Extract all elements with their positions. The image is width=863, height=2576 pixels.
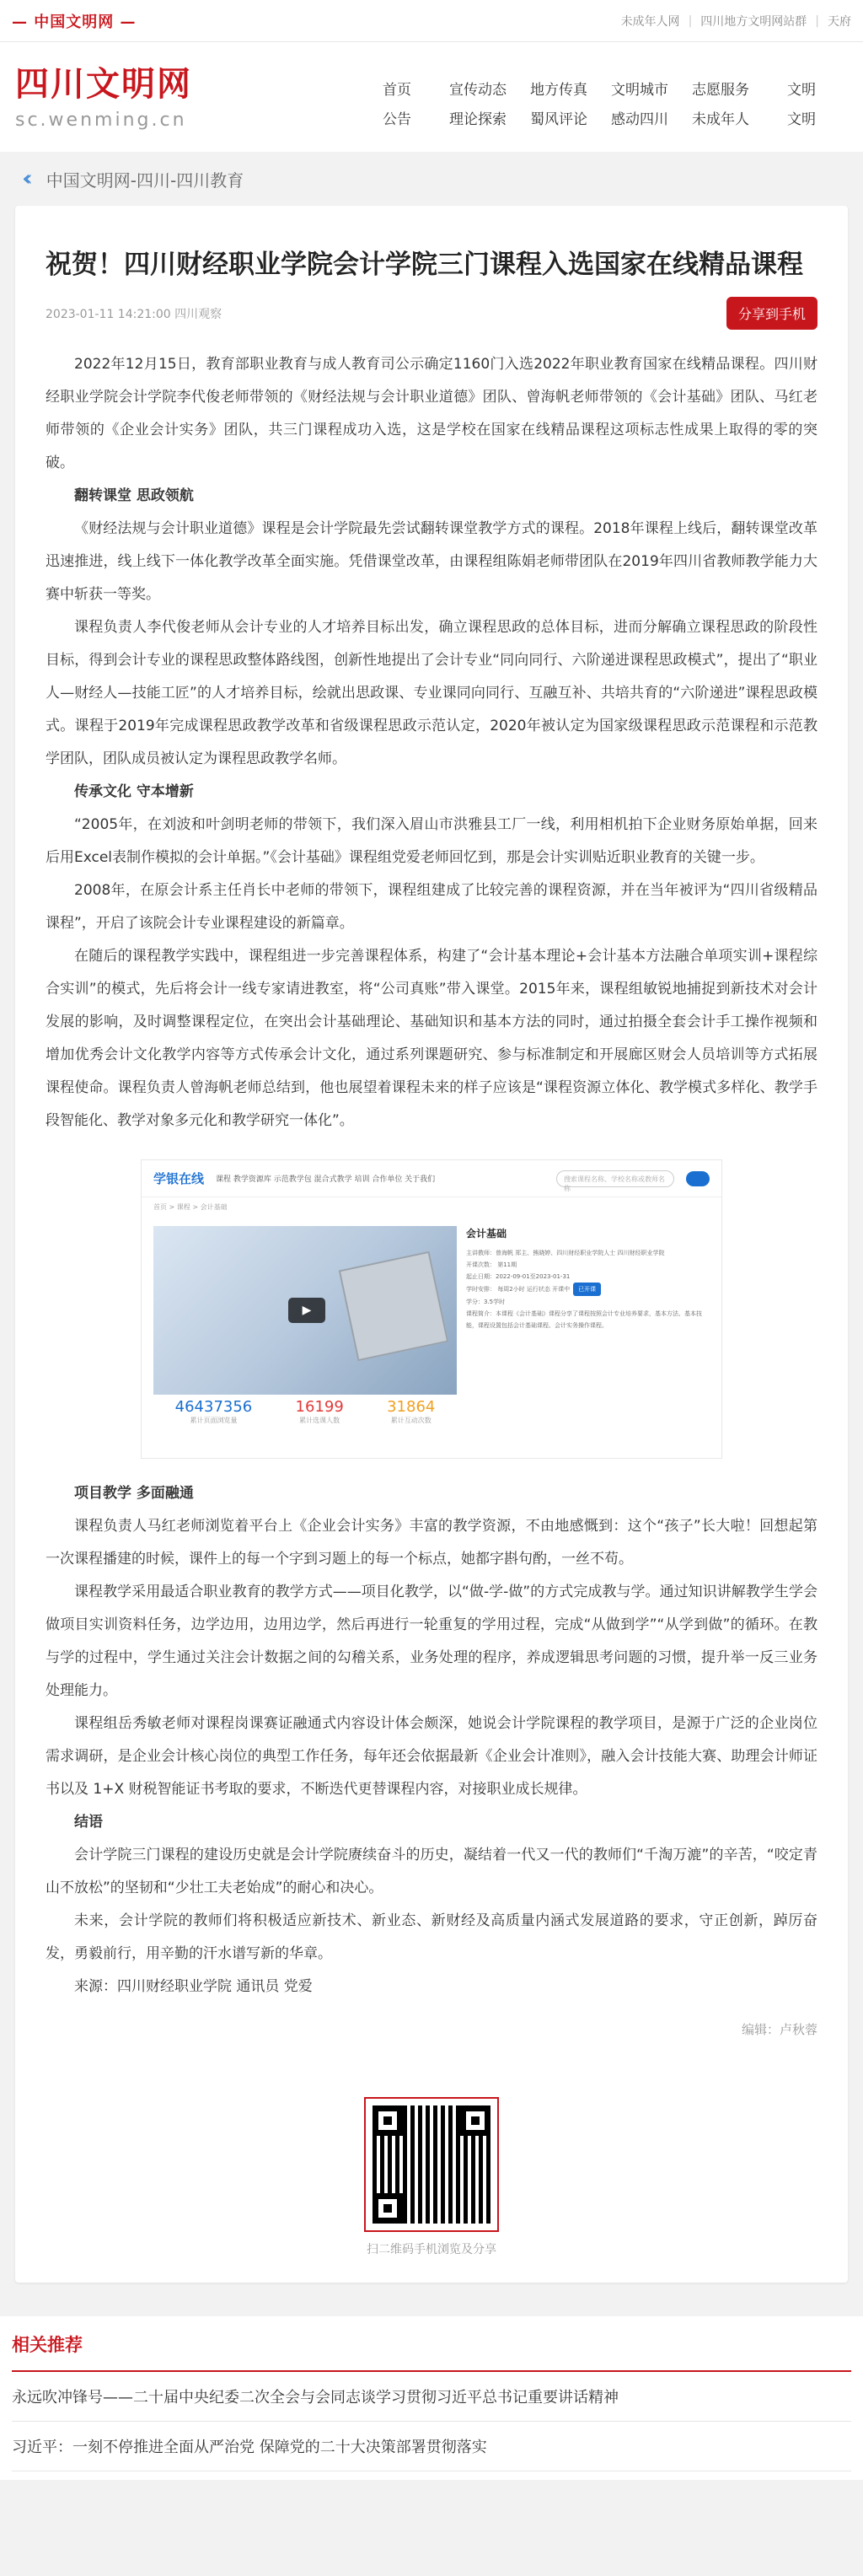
qr-code bbox=[364, 2097, 499, 2232]
nav-civilization-2[interactable]: 文明 bbox=[787, 111, 816, 128]
paragraph: 2008年，在原会计系主任肖长中老师的带领下，课程组建成了比较完善的课程资源，并在当年被评为“四川省级精品课程”，开启了该院会计专业课程建设的新篇章。 bbox=[46, 882, 817, 932]
qr-section bbox=[347, 2097, 516, 2257]
nav-civilized-city[interactable]: 文明城市 bbox=[611, 82, 668, 99]
figure-course-title: 会计基础 bbox=[466, 1228, 507, 1240]
paragraph: 来源：四川财经职业学院 通讯员 党爱 bbox=[74, 1978, 313, 1995]
breadcrumb-text[interactable]: 中国文明网-四川-四川教育 bbox=[46, 169, 244, 191]
stat-number: 46437356 bbox=[174, 1398, 253, 1416]
stat-label: 累计页面浏览量 bbox=[190, 1417, 238, 1424]
play-icon: ▶ bbox=[288, 1298, 325, 1323]
figure-breadcrumb: 首页 > 课程 > 会计基础 bbox=[153, 1203, 228, 1211]
qr-pattern bbox=[373, 2105, 490, 2224]
qr-finder bbox=[460, 2105, 490, 2136]
related-item[interactable]: 习近平：一刻不停推进全面从严治党 保障党的二十大决策部署贯彻落实 bbox=[12, 2422, 851, 2471]
stat-views bbox=[175, 1398, 253, 1425]
section-heading: 翻转课堂 思政领航 bbox=[74, 487, 194, 504]
calculator-icon bbox=[339, 1251, 448, 1361]
paragraph: 2022年12月15日，教育部职业教育与成人教育司公示确定1160门入选2022年职业教育国家在线精品课程。四川财经职业学院会计学院李代俊老师带领的《财经法规与会计职业道德》团队、曾海帆老师带领的《会计基础》团队、马红老师带领的《企业会计实务》团队，共三门课程成功入选，这是学校在国家在线精品课程这项标志性成果上取得的零的突破。 bbox=[46, 356, 817, 471]
editor-credit: 编辑：卢秋蓉 bbox=[741, 2022, 817, 2037]
article-body bbox=[46, 348, 817, 1137]
top-link-local-sites[interactable]: 四川地方文明网站群 bbox=[700, 14, 807, 29]
qr-caption: 扫二维码手机浏览及分享 bbox=[367, 2243, 496, 2256]
article bbox=[15, 206, 848, 2283]
separator: | bbox=[688, 13, 693, 28]
article-meta: 2023-01-11 14:21:00 四川观察 bbox=[46, 307, 222, 321]
double-chevron-left-icon: ‹‹ bbox=[22, 166, 26, 191]
figure-search: 搜索课程名称、学校名称或教师名称 bbox=[556, 1170, 674, 1187]
nav-theory[interactable]: 理论探索 bbox=[449, 111, 507, 128]
figure-line: 起止日期：2022-09-01至2023-01-31 bbox=[466, 1273, 571, 1280]
nav-announcement[interactable]: 公告 bbox=[383, 111, 411, 128]
nav-home[interactable]: 首页 bbox=[383, 82, 411, 99]
related-item[interactable]: 永远吹冲锋号——二十届中央纪委二次全会与会同志谈学习贯彻习近平总书记重要讲话精神 bbox=[12, 2372, 851, 2422]
nav-volunteer[interactable]: 志愿服务 bbox=[692, 82, 749, 99]
figure-nav: 课程 教学资源库 示范教学包 混合式教学 培训 合作单位 关于我们 bbox=[216, 1175, 436, 1184]
qr-finder bbox=[373, 2193, 403, 2224]
nav-commentary[interactable]: 蜀风评论 bbox=[530, 111, 587, 128]
top-bar bbox=[0, 0, 863, 42]
figure-line: 课程简介：本课程《会计基础》课程分享了课程按照会计专业培养要求，基本方法、基本技能，课程设置包括会计基础课程、会计实务操作课程。 bbox=[466, 1310, 702, 1329]
stat-number: 16199 bbox=[295, 1398, 344, 1416]
course-screenshot bbox=[141, 1159, 722, 1459]
logo-text-en: sc.wenming.cn bbox=[15, 110, 187, 131]
figure-line bbox=[466, 1283, 710, 1296]
breadcrumb bbox=[0, 152, 863, 206]
top-links bbox=[621, 13, 851, 30]
figure-line: 主讲教师：曾海帆 郑主、熊晓婷、四川财经职业学院人士 四川财经职业学院 bbox=[466, 1250, 665, 1256]
figure-line: 开课次数： 第11期 bbox=[466, 1261, 517, 1268]
article-body-continued bbox=[46, 1477, 817, 2003]
stat-label: 累计互动次数 bbox=[390, 1417, 432, 1424]
nav-touching-sichuan[interactable]: 感动四川 bbox=[611, 111, 668, 128]
qr-finder bbox=[373, 2105, 403, 2136]
nav-minors[interactable]: 未成年人 bbox=[692, 111, 749, 128]
article-meta-row bbox=[46, 297, 817, 330]
paragraph: 会计学院三门课程的建设历史就是会计学院赓续奋斗的历史，凝结着一代又一代的教师们“千淘万漉”的辛苦，“咬定青山不放松”的坚韧和“少壮工夫老始成”的耐心和决心。 bbox=[46, 1847, 817, 1896]
nav-civilization-1[interactable]: 文明 bbox=[787, 82, 816, 99]
figure-status-tag: 已开课 bbox=[573, 1283, 601, 1296]
stat-enrolled bbox=[296, 1398, 344, 1425]
paragraph: 《财经法规与会计职业道德》课程是会计学院最先尝试翻转课堂教学方式的课程。2018年课程上线后，翻转课堂改革迅速推进，线上线下一体化教学改革全面实施。凭借课堂改革，由课程组陈娟老师带团队在2019年四川省教师教学能力大赛中斩获一等奖。 bbox=[46, 520, 817, 603]
section-heading: 传承文化 守本增新 bbox=[74, 783, 194, 800]
figure-search-icon bbox=[686, 1171, 710, 1186]
paragraph: 课程组岳秀敏老师对课程岗课赛证融通式内容设计体会颇深，她说会计学院课程的教学项目，是源于广泛的企业岗位需求调研，是企业会计核心岗位的典型工作任务，每年还会依据最新《企业会计准则》，融入会计技能大赛、助理会计师证书以及 1+X 财税智能证书考取的要求，不断迭代更替课程内容，对接职业成长规律。 bbox=[46, 1715, 817, 1798]
logo[interactable] bbox=[15, 64, 192, 133]
paragraph: 未来，会计学院的教师们将积极适应新技术、新业态、新财经及高质量内涵式发展道路的要求，守正创新，踔厉奋发，勇毅前行，用辛勤的汗水谱写新的华章。 bbox=[46, 1912, 817, 1962]
figure-brand: 学银在线 bbox=[153, 1171, 205, 1186]
paragraph: 课程负责人李代俊老师从会计专业的人才培养目标出发，确立课程思政的总体目标，进而分解确立课程思政的阶段性目标，得到会计专业的课程思政整体路线图，创新性地提出了会计专业“同向同行、六阶递进课程思政模式”，提出了“职业人—财经人—技能工匠”的人才培养目标，绘就出思政课、专业课同向同行、互融互补、共培共育的“六阶递进”课程思政模式。课程于2019年完成课程思政教学改革和省级课程思政示范认定，2020年被认定为国家级课程思政示范课程和示范教学团队，团队成员被认定为课程思政教学名师。 bbox=[46, 619, 817, 767]
share-to-phone-button[interactable]: 分享到手机 bbox=[726, 297, 817, 330]
figure-line: 学分：3.5学时 bbox=[466, 1299, 506, 1305]
article-title: 祝贺！四川财经职业学院会计学院三门课程入选国家在线精品课程 bbox=[46, 250, 803, 280]
stat-number: 31864 bbox=[387, 1398, 436, 1416]
logo-text-cn: 四川文明网 bbox=[15, 65, 192, 104]
figure-course-panel bbox=[466, 1226, 710, 1445]
figure-line-text: 学时安排： 每周2小时 运行状态 开课中 bbox=[466, 1286, 571, 1293]
paragraph: “2005年，在刘波和叶剑明老师的带领下，我们深入眉山市洪雅县工厂一线，利用相机拍下企业财务原始单据，回来后用Excel表制作模拟的会计单据。”《会计基础》课程组党爱老师回忆到，那是会计实训贴近职业教育的关键一步。 bbox=[46, 816, 817, 866]
paragraph: 课程负责人马红老师浏览着平台上《企业会计实务》丰富的教学资源，不由地感慨到：这个“孩子”长大啦！回想起第一次课程播建的时候，课件上的每一个字到习题上的每一个标点，她都字斟句酌，一丝不苟。 bbox=[46, 1518, 817, 1568]
related-section bbox=[0, 2316, 863, 2480]
stat-interactions bbox=[387, 1398, 435, 1425]
section-heading: 结语 bbox=[74, 1814, 103, 1831]
top-link-minors[interactable]: 未成年人网 bbox=[620, 14, 680, 29]
section-heading: 项目教学 多面融通 bbox=[74, 1485, 194, 1502]
site-link[interactable]: — 中国文明网 — bbox=[12, 13, 137, 31]
separator: | bbox=[815, 13, 819, 28]
site-header bbox=[0, 42, 863, 152]
top-link-tianfu[interactable]: 天府 bbox=[828, 14, 851, 29]
paragraph: 课程教学采用最适合职业教育的教学方式——项目化教学，以“做-学-做”的方式完成教与学。通过知识讲解教学生学会做项目实训资料任务，边学边用，边用边学，然后再进行一轮重复的学用过程，完成“从做到学”“从学到做”的循环。在教与学的过程中，学生通过关注会计数据之间的勾稽关系，业务处理的程序，养成逻辑思考问题的习惯，提升举一反三业务处理能力。 bbox=[46, 1584, 817, 1699]
main-nav bbox=[362, 78, 836, 128]
calculator-photo bbox=[153, 1226, 457, 1395]
nav-local[interactable]: 地方传真 bbox=[530, 82, 587, 99]
nav-news[interactable]: 宣传动态 bbox=[449, 82, 507, 99]
figure-header bbox=[142, 1160, 721, 1197]
related-title: 相关推荐 bbox=[12, 2331, 851, 2372]
paragraph: 在随后的课程教学实践中，课程组进一步完善课程体系，构建了“会计基本理论+会计基本方法融合单项实训+课程综合实训”的模式，先后将会计一线专家请进教室，将“公司真账”带入课堂。2015年来，课程组敏锐地捕捉到新技术对会计发展的影响，及时调整课程定位，在突出会计基础理论、基础知识和基本方法的同时，通过拍摄全套会计手工操作视频和增加优秀会计文化教学内容等方式传承会计文化，通过系列课题研究、参与标准制定和开展廊区财会人员培训等方式拓展课程使命。课程负责人曾海帆老师总结到，他也展望着课程未来的样子应该是“课程资源立体化、教学模式多样化、教学手段智能化、教学对象多元化和教学研究一体化”。 bbox=[46, 948, 817, 1129]
stat-label: 累计选课人数 bbox=[299, 1417, 340, 1424]
figure-stats bbox=[153, 1398, 457, 1425]
